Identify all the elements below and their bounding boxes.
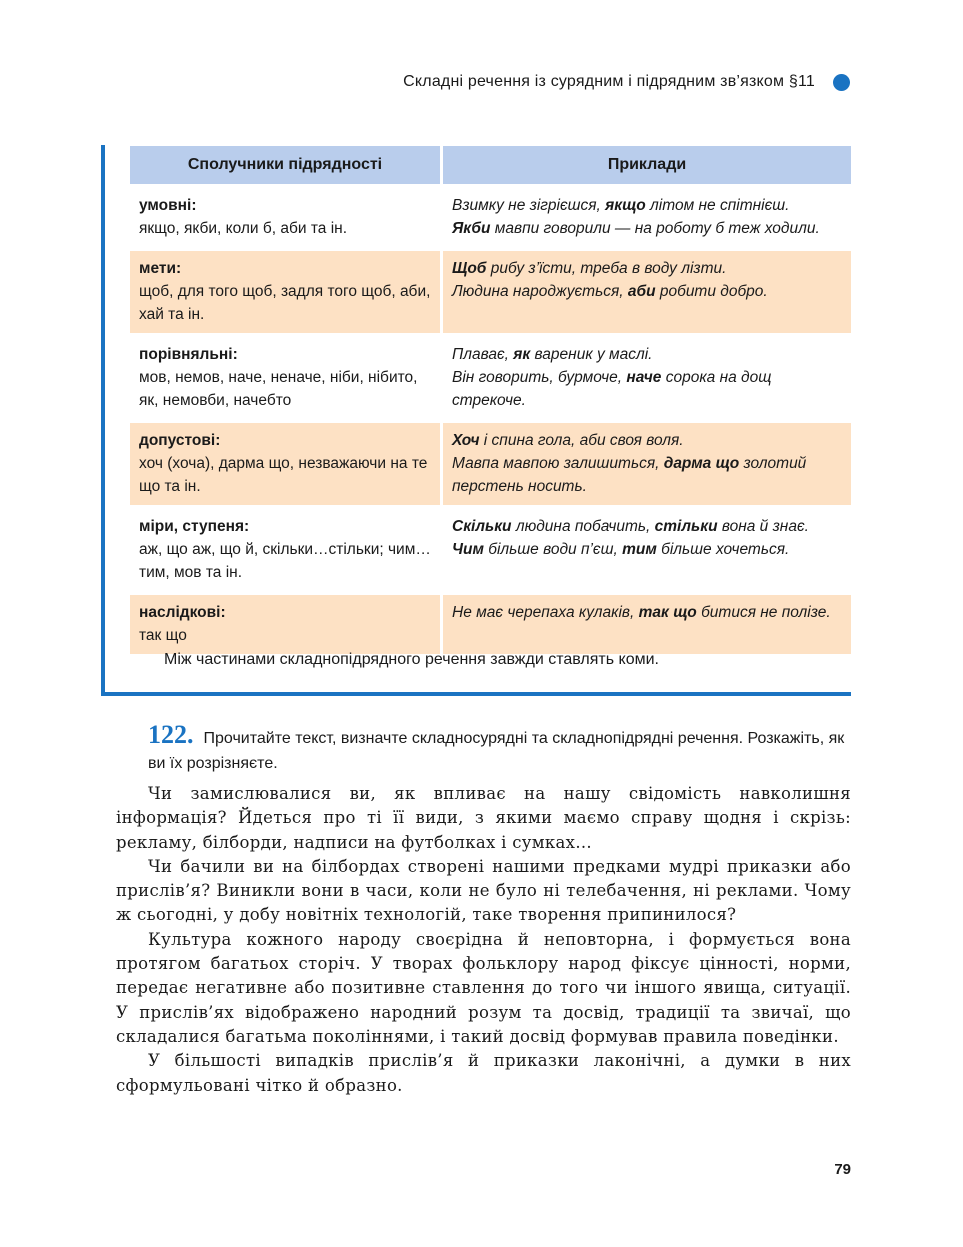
example-fragment: Він говорить, бурмоче, [452, 369, 627, 386]
exercise-task [148, 722, 851, 776]
highlighted-conjunction: аби [627, 283, 656, 300]
conjunction-cell [130, 509, 443, 591]
conjunction-list: мов, немов, наче, неначе, ніби, нібито, як, немовби, начебто [139, 369, 418, 409]
table-row [130, 337, 851, 419]
example-fragment: людина побачить, [511, 518, 655, 535]
example-fragment: рибу з’їсти, треба в воду лізти. [486, 260, 727, 277]
conjunction-list: аж, що аж, що й, скільки…стільки; чим…тим, мов та ін. [139, 541, 431, 581]
example-cell [443, 423, 851, 505]
example-fragment: робити добро. [655, 283, 768, 300]
exercise-text [116, 782, 851, 1098]
conjunctions-reference-box [101, 145, 851, 696]
section-marker-dot-icon [833, 74, 850, 91]
table-row [130, 595, 851, 654]
conjunction-category: допустові: [139, 432, 221, 449]
example-sentence [452, 515, 842, 538]
highlighted-conjunction: стільки [654, 518, 718, 535]
example-fragment: більше хочеться. [656, 541, 790, 558]
highlighted-conjunction: так що [638, 604, 697, 621]
text-paragraph: Чи бачили ви на білбордах створені нашими предками мудрі приказки або прислів’я? Виникли вони в часи, коли не було ні телебачення, ні реклами. Чому ж сьогодні, у добу новітніх технологій, таке творення припинилося? [116, 856, 851, 925]
conjunction-category: міри, ступеня: [139, 518, 250, 535]
page-number: 79 [834, 1161, 851, 1178]
example-fragment: сорока на дощ стрекоче. [452, 369, 772, 409]
table-row [130, 251, 851, 333]
example-fragment: мавпи говорили — на роботу б теж ходили. [490, 220, 820, 237]
box-bottom-border [101, 692, 851, 696]
table-header-examples: Приклади [443, 146, 851, 184]
example-sentence [452, 601, 842, 624]
conjunction-list: якщо, якби, коли б, аби та ін. [139, 220, 348, 237]
example-sentence [452, 194, 842, 217]
example-sentence [452, 280, 842, 303]
example-fragment: битися не полізе. [696, 604, 831, 621]
table-row [130, 188, 851, 247]
conjunction-category: мети: [139, 260, 182, 277]
highlighted-conjunction: Щоб [452, 260, 487, 277]
conjunction-list: хоч (хоча), дарма що, незважаючи на те що та ін. [139, 455, 428, 495]
highlighted-conjunction: дарма що [663, 455, 740, 472]
highlighted-conjunction: Чим [452, 541, 484, 558]
table-header-row [130, 146, 851, 184]
conjunction-list: так що [139, 627, 187, 644]
example-fragment: Плаває, [452, 346, 514, 363]
box-left-border [101, 145, 105, 696]
example-sentence [452, 343, 842, 366]
example-fragment: золотий перстень носить. [452, 455, 807, 495]
example-fragment: Не має черепаха кулаків, [452, 604, 639, 621]
example-sentence [452, 538, 842, 561]
example-cell [443, 509, 851, 591]
highlighted-conjunction: наче [626, 369, 662, 386]
conjunction-category: наслідкові: [139, 604, 226, 621]
text-paragraph: Культура кожного народу своєрідна й неповторна, і формується вона протягом багатьох сторіч. У творах фольклору народ фіксує цінності, норми, передає негативне або позитивне ставлення до того чи іншого явища, ситуації. У прислів’ях відображено народний розум та досвід, традиції та звичаї, що складалися багатьма поколіннями, і такий досвід формував правила поведінки. [116, 929, 851, 1046]
conjunction-category: порівняльні: [139, 346, 238, 363]
conjunction-cell [130, 423, 443, 505]
example-sentence [452, 257, 842, 280]
table-row [130, 509, 851, 591]
example-cell [443, 251, 851, 333]
conjunction-category: умовні: [139, 197, 197, 214]
table-body [130, 188, 851, 654]
running-header [0, 70, 963, 94]
example-sentence [452, 429, 842, 452]
text-paragraph: Чи замислювалися ви, як впливає на нашу свідомість навколишня інформація? Йдеться про ті її види, з якими маємо справу щодня і скрізь: рекламу, білборди, надписи на футболках і сумках… [116, 784, 851, 852]
highlighted-conjunction: як [513, 346, 531, 363]
highlighted-conjunction: якщо [605, 197, 646, 214]
table-header-conjunctions: Сполучники підрядності [130, 146, 443, 184]
example-fragment: і спина гола, аби своя воля. [479, 432, 684, 449]
example-cell [443, 188, 851, 247]
highlighted-conjunction: тим [622, 541, 657, 558]
example-fragment: Мавпа мавпою залишиться, [452, 455, 664, 472]
exercise-number: 122. [148, 720, 194, 749]
example-fragment: Людина народжується, [452, 283, 628, 300]
table-row [130, 423, 851, 505]
example-sentence [452, 452, 842, 498]
example-sentence [452, 366, 842, 412]
example-cell [443, 337, 851, 419]
table-note: Між частинами складнопідрядного речення завжди ставлять коми. [164, 651, 659, 668]
example-cell [443, 595, 851, 654]
exercise-instruction: Прочитайте текст, визначте складносурядні та складнопідрядні речення. Розкажіть, як ви їх розрізняєте. [148, 730, 845, 772]
example-fragment: літом не спітнієш. [645, 197, 790, 214]
highlighted-conjunction: Хоч [452, 432, 480, 449]
conjunctions-table [130, 142, 851, 658]
example-fragment: Взимку не зігрієшся, [452, 197, 606, 214]
conjunction-list: щоб, для того щоб, задля того щоб, аби, хай та ін. [139, 283, 431, 323]
example-fragment: більше води п’єш, [483, 541, 623, 558]
example-sentence [452, 217, 842, 240]
running-header-title: Складні речення із сурядним і підрядним зв’язком §11 [403, 73, 815, 90]
conjunction-cell [130, 337, 443, 419]
conjunction-cell [130, 188, 443, 247]
example-fragment: вона й знає. [717, 518, 809, 535]
example-fragment: вареник у маслі. [530, 346, 653, 363]
highlighted-conjunction: Скільки [452, 518, 512, 535]
conjunction-cell [130, 251, 443, 333]
highlighted-conjunction: Якби [452, 220, 491, 237]
conjunction-cell [130, 595, 443, 654]
text-paragraph: У більшості випадків прислів’я й приказки лаконічні, а думки в них сформульовані чітко й образно. [116, 1051, 851, 1095]
